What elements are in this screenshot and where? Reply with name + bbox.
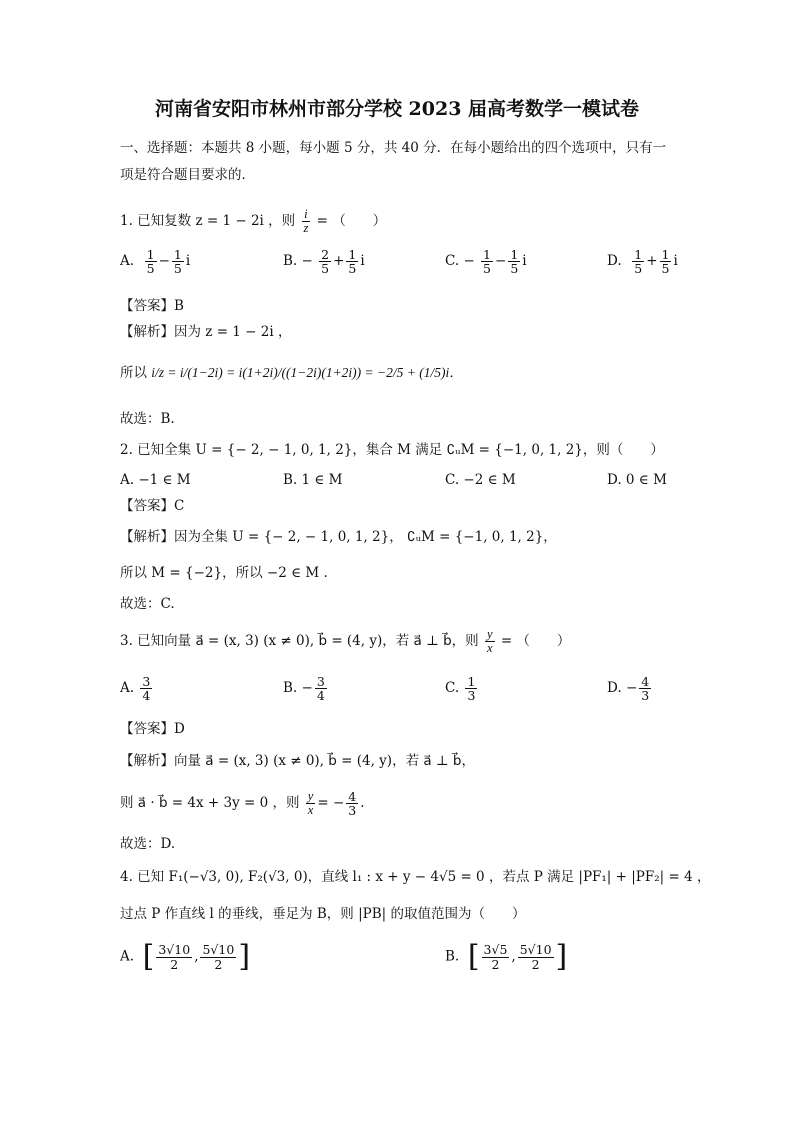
q1-option-d: D. $\frac{1}{5}$ + $\frac{1}{5}$ i (607, 247, 678, 277)
question-1 (120, 208, 386, 235)
q1-answer: 【答案】B (120, 298, 184, 314)
q2-option-d: D. 0 ∈ M (607, 472, 667, 488)
q3-answer: 【答案】D (120, 721, 185, 737)
section-heading-line1: 一、选择题：本题共 8 小题，每小题 5 分，共 40 分．在每小题给出的四个选项中，只有一 (120, 140, 667, 156)
q2-answer: 【答案】C (120, 498, 185, 514)
q3-analysis-line1: 【解析】向量 a⃗ = (x, 3) (x ≠ 0), b⃗ = (4, y)，若 a⃗ ⊥ b⃗， (120, 753, 475, 769)
q3-conclusion: 故选：D. (120, 836, 176, 852)
question-4-line1: 4. 已知 F₁(−√3, 0), F₂(√3, 0)，直线 l₁ : x + y − 4√5 = 0 ，若点 P 满足 |PF₁| + |PF₂| = 4 ， (120, 869, 711, 885)
q2-analysis-line1: 【解析】因为全集 U = {− 2, − 1, 0, 1, 2}， ∁ᵤM = {−1, 0, 1, 2}， (120, 529, 557, 545)
question-4-line2: 过点 P 作直线 l 的垂线，垂足为 B，则 |PB| 的取值范围为（ ） (120, 906, 526, 922)
q2-option-b: B. 1 ∈ M (283, 472, 343, 488)
q2-option-c: C. −2 ∈ M (445, 472, 516, 488)
q1-option-b: B. − $\frac{2}{5}$ + $\frac{1}{5}$ i (283, 247, 365, 277)
question-1-tail: = （ ） (316, 213, 387, 230)
q1-analysis-line1: 【解析】因为 z = 1 − 2i ， (120, 324, 292, 340)
q1-conclusion: 故选：B. (120, 411, 175, 427)
q3-option-c: C. $\frac{1}{3}$ (445, 674, 476, 704)
q2-analysis-line2: 所以 M = {−2}，所以 −2 ∈ M . (120, 565, 328, 581)
q3-option-a: A. $\frac{3}{4}$ (120, 674, 151, 704)
question-3: 3. 已知向量 a⃗ = (x, 3) (x ≠ 0), b⃗ = (4, y)，若 a⃗ ⊥ b⃗，则 $\frac{y}{x}$ = （ ） (120, 627, 571, 656)
section-heading-line2: 项是符合题目要求的． (120, 167, 255, 183)
q3-analysis-line2: 则 a⃗ · b⃗ = 4x + 3y = 0 ，则 $\frac{y}{x}$ = − $\frac{4}{3}$ . (120, 789, 365, 819)
question-1-text: 1. 已知复数 z = 1 − 2i ，则 (120, 213, 296, 230)
question-1-fraction: $\frac{i}{z}$ (303, 207, 309, 236)
q2-option-a: A. −1 ∈ M (120, 472, 191, 488)
q2-conclusion: 故选：C. (120, 596, 175, 612)
page-title: 河南省安阳市林州市部分学校 2023 届高考数学一模试卷 (154, 98, 640, 120)
q1-option-a: A. $\frac{1}{5}$ − $\frac{1}{5}$ i (120, 247, 191, 277)
q1-option-c: C. − $\frac{1}{5}$ − $\frac{1}{5}$ i (445, 247, 527, 277)
q4-option-a: A. [ $\frac{3√10}{2}$ , $\frac{5√10}{2}$ ] (120, 939, 251, 974)
question-2: 2. 已知全集 U = {− 2, − 1, 0, 1, 2}，集合 M 满足 ∁ᵤM = {−1, 0, 1, 2}，则（ ） (120, 442, 664, 458)
q3-option-b: B. − $\frac{3}{4}$ (283, 674, 325, 704)
q3-option-d: D. − $\frac{4}{3}$ (607, 674, 650, 704)
q4-option-b: B. [ $\frac{3√5}{2}$ , $\frac{5√10}{2}$ ] (445, 939, 568, 974)
q1-analysis-line2: 所以 i/z = i/(1−2i) = i(1+2i)/((1−2i)(1+2i)) = −2/5 + (1/5)i． (120, 365, 463, 381)
